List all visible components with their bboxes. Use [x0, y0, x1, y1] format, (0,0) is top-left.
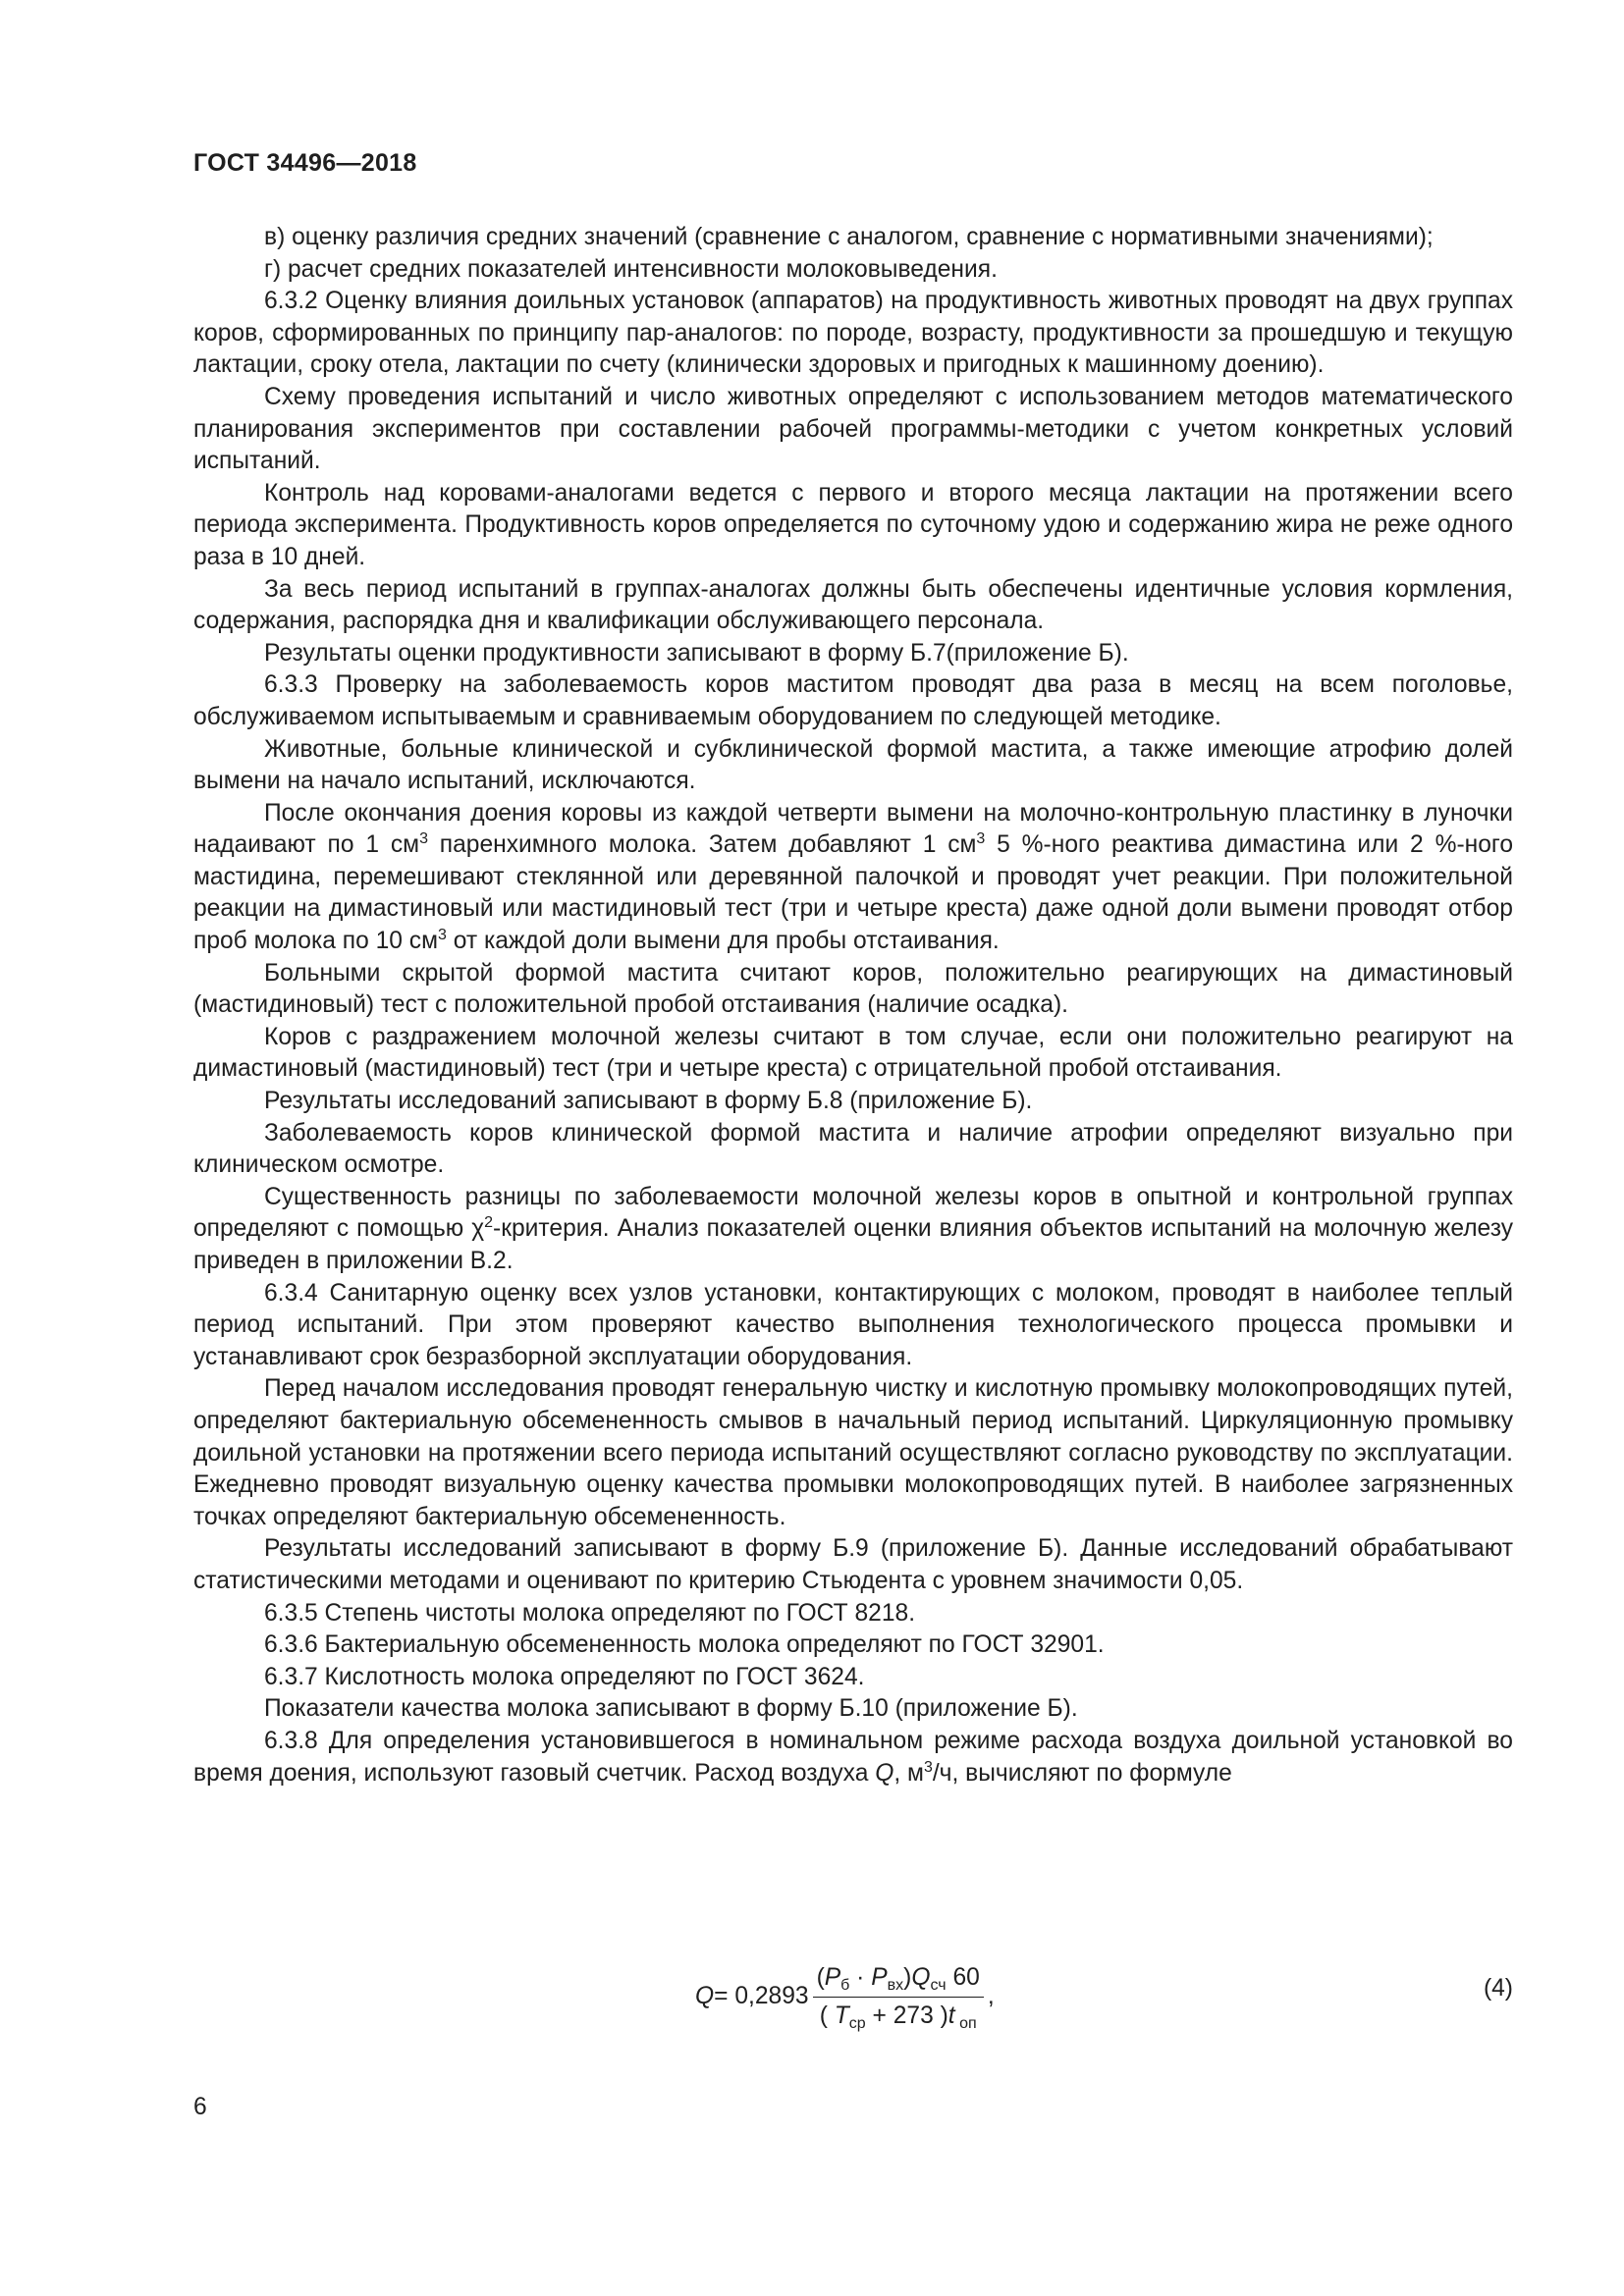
- formula-block: [193, 1957, 1513, 2036]
- paragraph: в) оценку различия средних значений (сравнение с аналогом, сравнение с нормативными значениями);: [264, 224, 1434, 250]
- paragraph: После окончания доения коровы из каждой четверти вымени на молочно-контрольную пластинку в луночки надаивают по 1 $см^3$ паренхимного молока. Затем добавляют 1 $см^3$ 5 %-ного реактива димастина или 2 %-ного мастидина, перемешивают стеклянной или деревянной палочкой и проводят учет реакции. При положительной реакции на димастиновый или мастидиновый тест (три и четыре креста) даже одной доли вымени проводят отбор проб молока по 10 $см^3$ от каждой доли вымени для пробы отстаивания.: [193, 799, 1513, 955]
- paragraph: Схему проведения испытаний и число животных определяют с использованием методов математического планирования экспериментов при составлении рабочей программы-методики с учетом конкретных условий испытаний.: [193, 383, 1513, 475]
- paragraph: Перед началом исследования проводят генеральную чистку и кислотную промывку молокопроводящих путей, определяют бактериальную обсемененность смывов в начальный период испытаний. Циркуляционную промывку доильной установки на протяжении всего периода испытаний осуществляют согласно руководству по эксплуатации. Ежедневно проводят визуальную оценку качества промывки молокопроводящих путей. В наиболее загрязненных точках определяют бактериальную обсемененность.: [193, 1375, 1513, 1530]
- paragraph: 6.3.5 Степень чистоты молока определяют по ГОСТ 8218.: [264, 1599, 916, 1627]
- paragraph: Заболеваемость коров клинической формой мастита и наличие атрофии определяют визуально при клиническом осмотре.: [193, 1119, 1513, 1179]
- paragraph: 6.3.7 Кислотность молока определяют по ГОСТ 3624.: [264, 1663, 865, 1690]
- document-header: ГОСТ 34496—2018: [193, 149, 417, 177]
- paragraph: Показатели качества молока записывают в форму Б.10 (приложение Б).: [264, 1695, 1078, 1723]
- paragraph: Больными скрытой формой мастита считают коров, положительно реагирующих на димастиновый (мастидиновый) тест с положительной пробой отстаивания (наличие осадка).: [193, 959, 1513, 1019]
- formula-coefficient: = 0,2893: [714, 1983, 809, 2009]
- paragraph: 6.3.2 Оценку влияния доильных установок (аппаратов) на продуктивность животных проводят на двух группах коров, сформированных по принципу пар-аналогов: по породе, возрасту, продуктивности за прошедшую и текущую лактации, сроку отела, лактации по счету (клинически здоровых и пригодных к машинному доению).: [193, 288, 1513, 379]
- paragraph: Существенность разницы по заболеваемости молочной железы коров в опытной и контрольной группах определяют с помощью $\chi^2$-критерия. Анализ показателей оценки влияния объектов испытаний на молочную железу приведен в приложении В.2.: [193, 1183, 1513, 1274]
- paragraph: 6.3.6 Бактериальную обсемененность молока определяют по ГОСТ 32901.: [264, 1631, 1105, 1659]
- formula: [695, 1957, 995, 2036]
- formula-comma: ,: [987, 1983, 995, 2009]
- formula-fraction: [813, 1963, 984, 2031]
- paragraph: 6.3.3 Проверку на заболеваемость коров маститом проводят два раза в месяц на всем поголовье, обслуживаемом испытываемым и сравниваемым оборудованием по следующей методике.: [193, 671, 1513, 730]
- formula-denominator: ( $T_{ср} + 273$ )t $_{оп}$: [819, 2002, 977, 2032]
- paragraph: За весь период испытаний в группах-аналогах должны быть обеспечены идентичные условия кормления, содержания, распорядка дня и квалификации обслуживающего персонала.: [193, 575, 1513, 635]
- page-number: 6: [193, 2094, 207, 2120]
- formula-numerator: $(P_б \cdot P_{вх})Q_{сч}$ 60: [813, 1963, 984, 1998]
- document-body: [193, 222, 1513, 1789]
- formula-lhs-var: Q: [695, 1983, 715, 2009]
- paragraph: Результаты исследований записывают в форму Б.8 (приложение Б).: [264, 1088, 1033, 1115]
- paragraph: г) расчет средних показателей интенсивности молоковыведения.: [264, 255, 998, 283]
- paragraph: Животные, больные клинической и субклинической формой мастита, а также имеющие атрофию долей вымени на начало испытаний, исключаются.: [193, 735, 1513, 795]
- paragraph: Коров с раздражением молочной железы считают в том случае, если они положительно реагируют на димастиновый (мастидиновый) тест (три и четыре креста) с отрицательной пробой отстаивания.: [193, 1023, 1513, 1083]
- paragraph: Результаты исследований записывают в форму Б.9 (приложение Б). Данные исследований обрабатывают статистическими методами и оценивают по критерию Стьюдента с уровнем значимости 0,05.: [193, 1535, 1513, 1594]
- paragraph: Контроль над коровами-аналогами ведется с первого и второго месяца лактации на протяжении всего периода эксперимента. Продуктивность коров определяется по суточному удою и содержанию жира не реже одного раза в 10 дней.: [193, 479, 1513, 570]
- paragraph: 6.3.4 Санитарную оценку всех узлов установки, контактирующих с молоком, проводят в наиболее теплый период испытаний. При этом проверяют качество выполнения технологического процесса промывки и устанавливают срок безразборной эксплуатации оборудования.: [193, 1279, 1513, 1370]
- paragraph: Результаты оценки продуктивности записывают в форму Б.7(приложение Б).: [264, 639, 1129, 667]
- paragraph: 6.3.8 Для определения установившегося в номинальном режиме расхода воздуха доильной установкой во время доения, используют газовый счетчик. Расход воздуха Q, $м^3/ч$, вычисляют по формуле: [193, 1727, 1513, 1787]
- equation-number: (4): [1483, 1975, 1513, 2002]
